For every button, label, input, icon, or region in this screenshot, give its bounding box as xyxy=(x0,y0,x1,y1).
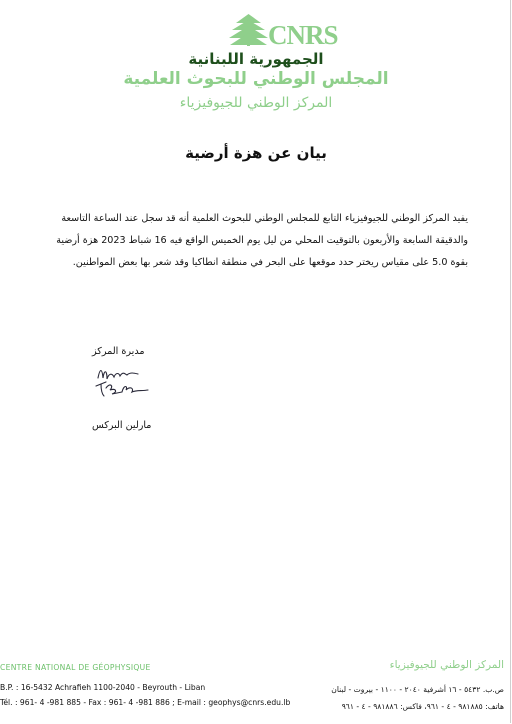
signatory-name: مارلين البركس xyxy=(92,420,152,431)
svg-text:CNRS: CNRS xyxy=(268,20,338,50)
footer-french-address: B.P. : 16-5432 Achrafieh 1100-2040 - Beyrouth - Liban xyxy=(0,683,206,692)
body-paragraph: يفيد المركز الوطني للجيوفيزياء التابع للمجلس الوطني للبحوث العلمية أنه قد سجل عند الساعة التاسعة والدقيقة السابعة والأربعون بالتوقيت المحلي من ليل يوم الخميس الواقع فيه 16 شباط 2023 هزة أرضية بقوة 5.0 على مقياس ريختر حدد موقعها على البحر في منطقة انطاكيا وقد شعر بها بعض المواطنين. xyxy=(56,213,468,268)
signatory-title: مديرة المركز xyxy=(92,346,145,357)
footer-arabic-address: ص.ب. ٥٤٣٢ - ١٦ أشرفية ٢٠٤٠ - ١١٠٠ - بيروت - لبنان xyxy=(331,685,504,694)
document-body xyxy=(48,208,468,274)
letterhead-center: المركز الوطني للجيوفيزياء xyxy=(179,95,333,111)
cnrs-cedar-logo xyxy=(228,10,338,54)
document-title: بيان عن هزة أرضية xyxy=(185,144,327,162)
letterhead-council: المجلس الوطني للبحوث العلمية xyxy=(123,69,389,89)
footer-french-name: CENTRE NATIONAL DE GÉOPHYSIQUE xyxy=(0,663,151,672)
footer-french-contact: Tél. : 961- 4 -981 885 - Fax : 961- 4 -981 886 ; E-mail : geophys@cnrs.edu.lb xyxy=(0,698,291,707)
letterhead-republic: الجمهورية اللبنانية xyxy=(188,50,324,68)
handwritten-signature xyxy=(92,364,154,398)
footer-arabic-name: المركز الوطني للجيوفيزياء xyxy=(389,659,504,671)
footer-arabic-contact: هاتف: ٩٨١٨٨٥ - ٤ - ٩٦١، فاكس: ٩٨١٨٨٦ - ٤ - ٩٦١ xyxy=(341,702,504,711)
